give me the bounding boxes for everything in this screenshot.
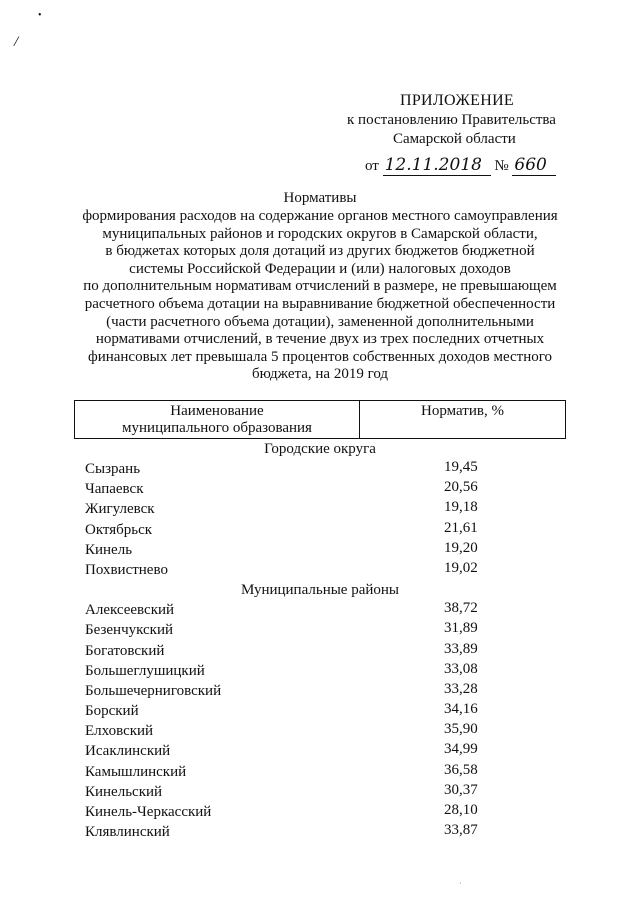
municipality-name: Большечерниговский [85,682,222,699]
norm-value: 21,61 [444,519,478,536]
document-description [60,208,580,384]
document-title: Нормативы [283,190,357,206]
appendix-line-1: к постановлению Правительства [347,112,556,128]
section-municipal-districts: Муниципальные районы [240,582,400,599]
municipality-name: Исаклинский [85,743,171,760]
table-row [74,540,566,560]
municipality-name: Кинельский [85,783,163,800]
table-row [74,620,566,640]
handwritten-number: 660 [512,155,556,176]
city-rows [74,459,566,580]
municipality-name: Алексеевский [85,602,175,619]
scan-artifact: · [459,879,462,888]
district-rows [74,600,566,842]
table-row [74,701,566,721]
table-row [74,661,566,681]
column-header-name [75,401,360,438]
norm-value: 30,37 [444,781,478,798]
norm-value: 31,89 [444,620,478,637]
municipality-name: Кинель [85,541,133,558]
municipality-name: Клявлинский [85,824,170,841]
description-line: расчетного объема дотации на выравнивание бюджетной обеспеченности [84,295,556,312]
municipality-name: Сызрань [85,461,141,477]
description-line: финансовых лет превышала 5 процентов собственных доходов местного [87,348,553,365]
description-line: формирования расходов на содержание органов местного самоуправления [82,208,558,224]
number-prefix: № [494,158,509,174]
table-row [74,641,566,661]
municipality-name: Жигулевск [85,501,155,518]
norm-value: 19,45 [444,459,478,475]
description-line: муниципальных районов и городских округов в Самарской области, [102,225,538,242]
municipality-name: Богатовский [85,642,165,659]
norm-value: 35,90 [444,721,478,738]
handwritten-date: 12.11.2018 [383,155,491,176]
appendix-title: ПРИЛОЖЕНИЕ [400,92,515,109]
table-row [74,762,566,782]
appendix-line-2: Самарской области [393,131,516,147]
municipality-name: Чапаевск [85,481,144,498]
decree-date-number [365,155,556,176]
table-row [74,741,566,761]
table-row [74,600,566,620]
table-row [74,822,566,842]
table-row [74,459,566,479]
column-header-norm: Норматив, % [421,403,504,419]
table-row [74,782,566,802]
norm-value: 20,56 [444,479,478,496]
norm-value: 19,18 [444,499,478,516]
norm-value: 19,02 [444,559,478,576]
municipality-name: Безенчукский [85,622,174,639]
municipality-name: Кинель-Черкасский [85,804,212,820]
norm-value: 33,28 [444,680,478,697]
column-header-name-line-2: муниципального образования [122,420,312,436]
municipality-name: Камышлинский [85,763,187,780]
date-prefix: от [365,158,379,174]
municipality-name: Елховский [85,723,154,740]
municipality-name: Похвистнево [85,561,168,578]
pen-mark: / [14,34,19,50]
norm-value: 33,89 [444,640,478,657]
section-city-districts: Городские округа [264,441,376,457]
municipality-name: Борский [85,703,139,720]
description-line: нормативами отчислений, в течение двух из трех последних отчетных [95,331,545,348]
municipality-name: Октябрьск [85,521,153,538]
norm-value: 33,08 [444,660,478,677]
description-line: в бюджетах которых доля дотаций из других бюджетов бюджетной [105,243,535,260]
table-row [74,520,566,540]
norm-value: 34,99 [444,741,478,758]
description-line: по дополнительным нормативам отчислений в размере, не превышающем [83,278,557,295]
norm-value: 38,72 [444,600,478,617]
description-line: (части расчетного объема дотации), замененной дополнительными [106,313,534,330]
table-row [74,499,566,519]
scan-mark: • [38,10,42,21]
table-row [74,721,566,741]
table-row [74,681,566,701]
table-header [74,400,566,439]
norms-table [74,400,566,842]
column-header-name-line-1: Наименование [170,403,264,419]
municipality-name: Большеглушицкий [85,662,205,679]
description-line: системы Российской Федерации и (или) налоговых доходов [129,260,511,277]
norm-value: 34,16 [444,701,478,718]
table-row [74,802,566,822]
norm-value: 36,58 [444,761,478,778]
norm-value: 33,87 [444,822,478,839]
table-row [74,479,566,499]
table-row [74,560,566,580]
norm-value: 28,10 [444,802,478,818]
norm-value: 19,20 [444,539,478,556]
description-line: бюджета, на 2019 год [251,366,389,383]
